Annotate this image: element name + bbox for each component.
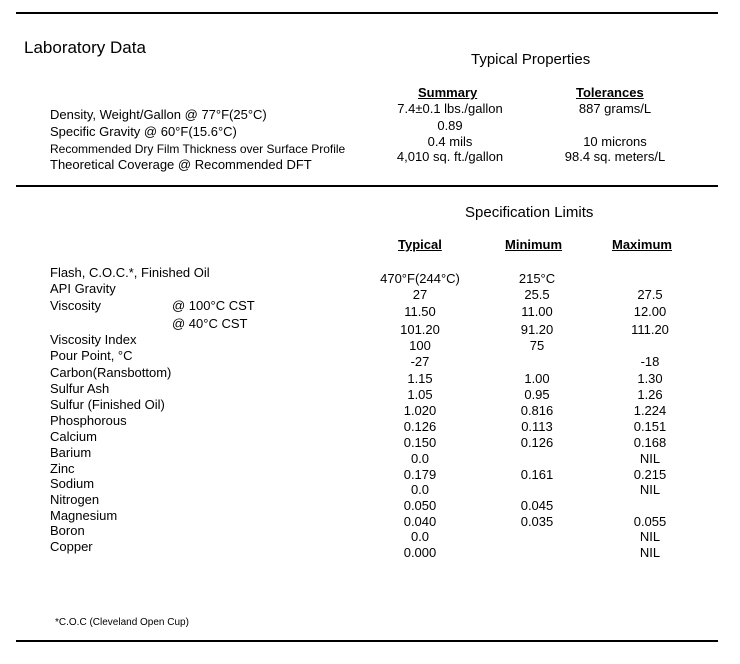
spec-maximum-value: NIL xyxy=(639,545,661,560)
spec-label: Nitrogen xyxy=(50,492,100,507)
tolerances-column-header: Tolerances xyxy=(576,85,644,100)
property-summary: 4,010 sq. ft./gallon xyxy=(396,149,504,164)
bottom-rule xyxy=(16,640,718,642)
spec-typical-value: 1.15 xyxy=(407,371,433,386)
spec-minimum-value: 25.5 xyxy=(524,287,550,302)
spec-label: Viscosity xyxy=(50,298,102,313)
spec-maximum-value: NIL xyxy=(639,451,661,466)
spec-minimum-value: 1.00 xyxy=(524,371,550,386)
page-title: Laboratory Data xyxy=(24,38,146,57)
spec-label: Carbon(Ransbottom) xyxy=(50,365,172,380)
spec-maximum-value: 1.26 xyxy=(637,387,663,402)
property-tolerance: 10 microns xyxy=(583,134,647,149)
spec-label: Flash, C.O.C.*, Finished Oil xyxy=(50,265,210,280)
spec-maximum-value: NIL xyxy=(639,482,661,497)
spec-typical-value: 0.050 xyxy=(403,498,437,513)
middle-rule xyxy=(16,185,718,187)
spec-sublabel: @ 100°C CST xyxy=(172,298,255,313)
spec-minimum-value: 75 xyxy=(529,338,545,353)
minimum-column-header: Minimum xyxy=(505,237,563,252)
property-tolerance: 887 grams/L xyxy=(578,101,652,116)
spec-typical-value: 0.0 xyxy=(410,482,430,497)
spec-maximum-value: 1.224 xyxy=(633,403,667,418)
spec-maximum-value: NIL xyxy=(639,529,661,544)
spec-typical-value: 0.179 xyxy=(403,467,437,482)
typical-properties-heading: Typical Properties xyxy=(471,51,591,68)
property-label: Theoretical Coverage @ Recommended DFT xyxy=(50,157,312,172)
spec-label: Phosphorous xyxy=(50,413,127,428)
spec-minimum-value: 91.20 xyxy=(520,322,554,337)
spec-label: Zinc xyxy=(50,461,75,476)
spec-minimum-value: 0.035 xyxy=(520,514,554,529)
spec-typical-value: 1.020 xyxy=(403,403,437,418)
spec-minimum-value: 0.95 xyxy=(524,387,550,402)
spec-maximum-value: 0.215 xyxy=(633,467,667,482)
spec-label: Viscosity Index xyxy=(50,332,137,347)
maximum-column-header: Maximum xyxy=(612,237,672,252)
spec-label: Magnesium xyxy=(50,508,118,523)
spec-typical-value: 101.20 xyxy=(400,322,440,337)
spec-typical-value: 0.040 xyxy=(403,514,437,529)
spec-label: Copper xyxy=(50,539,93,554)
spec-minimum-value: 0.113 xyxy=(521,419,553,434)
spec-typical-value: 1.05 xyxy=(407,387,433,402)
spec-maximum-value: 0.168 xyxy=(633,435,667,450)
property-summary: 0.4 mils xyxy=(427,134,473,149)
footnote: *C.O.C (Cleveland Open Cup) xyxy=(55,617,189,628)
spec-typical-value: 0.000 xyxy=(403,545,437,560)
spec-typical-value: -27 xyxy=(410,354,430,369)
property-summary: 7.4±0.1 lbs./gallon xyxy=(397,101,503,116)
spec-minimum-value: 11.00 xyxy=(521,304,553,319)
spec-label: API Gravity xyxy=(50,281,116,296)
spec-maximum-value: 111.20 xyxy=(631,322,669,337)
spec-typical-value: 27 xyxy=(412,287,428,302)
typical-column-header: Typical xyxy=(398,237,442,252)
spec-label: Sulfur Ash xyxy=(50,381,110,396)
specification-limits-heading: Specification Limits xyxy=(465,204,594,221)
spec-maximum-value: 0.151 xyxy=(633,419,667,434)
spec-typical-value: 100 xyxy=(409,338,431,353)
spec-typical-value: 11.50 xyxy=(404,304,436,319)
spec-maximum-value: 27.5 xyxy=(637,287,663,302)
property-tolerance: 98.4 sq. meters/L xyxy=(564,149,666,164)
spec-maximum-value: 1.30 xyxy=(637,371,663,386)
spec-maximum-value: 12.00 xyxy=(633,304,667,319)
spec-label: Sulfur (Finished Oil) xyxy=(50,397,165,412)
property-label: Specific Gravity @ 60°F(15.6°C) xyxy=(50,124,237,139)
spec-minimum-value: 0.126 xyxy=(520,435,554,450)
top-rule xyxy=(16,12,718,14)
spec-typical-value: 470°F(244°C) xyxy=(380,271,460,286)
spec-maximum-value: 0.055 xyxy=(633,514,667,529)
spec-label: Calcium xyxy=(50,429,97,444)
spec-label: Boron xyxy=(50,523,85,538)
spec-label: Pour Point, °C xyxy=(50,348,133,363)
spec-minimum-value: 0.161 xyxy=(520,467,554,482)
spec-typical-value: 0.150 xyxy=(403,435,437,450)
spec-sublabel: @ 40°C CST xyxy=(172,316,248,331)
spec-typical-value: 0.126 xyxy=(403,419,437,434)
spec-label: Sodium xyxy=(50,476,95,491)
property-summary: 0.89 xyxy=(437,118,463,133)
summary-column-header: Summary xyxy=(418,85,478,100)
property-label: Density, Weight/Gallon @ 77°F(25°C) xyxy=(50,107,267,122)
spec-minimum-value: 0.045 xyxy=(520,498,554,513)
spec-minimum-value: 0.816 xyxy=(520,403,554,418)
spec-minimum-value: 215°C xyxy=(518,271,556,286)
spec-maximum-value: -18 xyxy=(640,354,660,369)
spec-typical-value: 0.0 xyxy=(410,451,430,466)
spec-typical-value: 0.0 xyxy=(410,529,430,544)
property-label: Recommended Dry Film Thickness over Surface Profile xyxy=(50,142,346,156)
spec-label: Barium xyxy=(50,445,92,460)
